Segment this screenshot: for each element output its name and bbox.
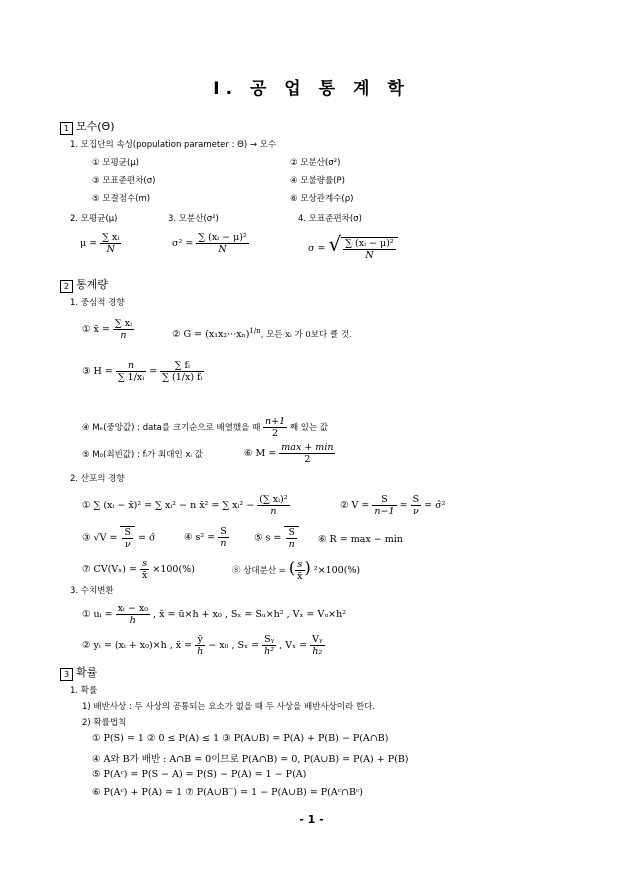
item-mean: 2. 모평균(μ) — [70, 214, 118, 224]
formula-sqrt-variance — [82, 526, 155, 550]
formula-lhs: ④ s² = — [184, 532, 216, 543]
formula-cv — [82, 558, 195, 581]
law-row-2: ④ A와 B가 배반 : A∩B = 0이므로 P(A∩B) = 0, P(A∪B) = P(A) + P(B) — [92, 754, 409, 765]
denominator: N — [365, 249, 374, 261]
denominator: h₂ — [312, 646, 323, 657]
formula-variance — [172, 232, 249, 255]
section-1-heading — [60, 118, 115, 135]
denominator: N — [218, 244, 227, 255]
formula-stddev — [308, 232, 398, 261]
denominator: ν — [412, 506, 419, 517]
formula-mid: − x₀ , Sₓ = — [208, 640, 260, 651]
formula-relative-variance — [232, 558, 360, 582]
formula-lhs: ③ √V = — [82, 532, 118, 544]
formula-lhs: ① x̄ = — [82, 324, 110, 335]
list-item: ③ 모표준편차(σ) — [92, 176, 156, 186]
denominator: h — [129, 615, 136, 626]
formula-lhs: ⑥ M = — [244, 448, 277, 459]
law-row-4: ⑥ P(Aᶜ) + P(A) = 1 ⑦ P(A∪B‾) = 1 − P(A∪B) = P(Aᶜ∩Bᶜ) — [92, 787, 363, 798]
denominator: h — [197, 646, 204, 657]
list-item: ④ 모불량률(P) — [290, 176, 345, 186]
formula-coding-2 — [82, 634, 325, 657]
numerator: n+1 — [265, 416, 286, 427]
denominator: x̄ — [297, 571, 303, 582]
subheading-transformation: 3. 수치변환 — [70, 586, 114, 596]
formula-tail: ²×100(%) — [313, 565, 361, 576]
formula-lhs: ⑤ s = — [254, 532, 282, 544]
section-2-heading — [60, 276, 108, 293]
exponent: 1/n — [249, 327, 261, 335]
formula-lhs: σ = — [308, 243, 326, 254]
section-title: 통계량 — [76, 278, 108, 291]
formula-tail: ×100(%) — [152, 564, 195, 575]
formula-tail: , x̄ = ū×h + x₀ , Sₓ = Sᵤ×h² , Vₓ = Vᵤ×h² — [153, 609, 347, 620]
denominator: n — [220, 538, 227, 549]
section-3-heading — [60, 664, 97, 681]
law-row-3: ⑤ P(Aᶜ) = P(S − A) = P(S) − P(A) = 1 − P(A) — [92, 769, 307, 780]
formula-lhs: ⑧ 상대분산 = — [232, 566, 286, 576]
subheading-central-tendency: 1. 중심적 경향 — [70, 298, 125, 308]
formula-body: ① ∑ (xᵢ − x̄)² = ∑ xᵢ² − n x̄² = ∑ xᵢ² − — [82, 500, 255, 511]
formula-lhs: ⑦ CV(Vₓ) = — [82, 564, 137, 575]
numerator: xᵢ − x₀ — [117, 603, 149, 614]
subheading-probability: 1. 확률 — [70, 686, 98, 696]
formula-median — [82, 416, 328, 439]
formula-body: ② G = (x₁x₂···xₙ) — [172, 329, 250, 341]
numerator: Sᵧ — [264, 634, 275, 645]
paren-close: ) — [304, 558, 311, 577]
numerator: ∑ (xᵢ − μ)² — [345, 237, 394, 249]
formula-body: ④ Mₑ(중앙값) : data를 크기순으로 배열했을 때 — [82, 423, 261, 433]
numerator: ∑ fᵢ — [160, 360, 204, 372]
numerator: s — [140, 558, 149, 570]
numerator: ∑ (xᵢ − μ)² — [198, 232, 247, 243]
denominator: 2 — [304, 454, 311, 465]
numerator: (∑ xᵢ)² — [259, 494, 288, 505]
item-variance: 3. 모분산(σ²) — [168, 214, 219, 224]
numerator: S — [124, 527, 131, 538]
numerator: S — [372, 494, 396, 506]
denominator: x̄ — [141, 570, 148, 581]
numerator: ∑ xᵢ — [102, 232, 120, 243]
denominator: ∑ 1/xᵢ — [117, 372, 145, 383]
formula-tail: = σ̂ — [138, 532, 156, 544]
formula-lhs: σ² = — [172, 238, 194, 249]
item-population-parameter: 1. 모집단의 속성(population parameter : Θ) → 모수 — [70, 140, 277, 150]
numerator: ∑ xᵢ — [114, 318, 132, 329]
numerator: n — [116, 360, 146, 372]
section-title: 확률 — [76, 666, 98, 679]
formula-tail: = σ̂² — [424, 500, 446, 511]
list-item: ⑤ 모결점수(m) — [92, 194, 151, 204]
section-number-box: 3 — [60, 668, 73, 681]
radical-sign: √ — [328, 232, 342, 256]
numerator: ȳ — [195, 634, 205, 646]
list-item: ⑥ 모상관계수(ρ) — [290, 194, 354, 204]
denominator: ν — [124, 539, 131, 550]
equals-sign: = — [149, 366, 158, 377]
formula-sample-variance — [340, 494, 445, 517]
formula-lhs: ① uᵢ = — [82, 609, 113, 620]
formula-mean — [80, 232, 121, 255]
formula-note: , 모든 xᵢ 가 0보다 클 것. — [260, 330, 352, 341]
formula-s — [254, 526, 299, 550]
formula-body: ⑤ M₀(최빈값) : fᵢ가 최대인 xᵢ 값 — [82, 450, 203, 460]
numerator: S — [412, 494, 420, 505]
formula-geometric-mean — [172, 327, 352, 340]
denominator: ∑ (1/x) fᵢ — [162, 372, 203, 383]
denominator: n — [270, 506, 277, 517]
page-number: - 1 - — [299, 813, 324, 826]
subheading-dispersion: 2. 산포의 경향 — [70, 474, 125, 484]
section-number-box: 1 — [60, 122, 73, 135]
formula-mode — [82, 448, 203, 460]
list-item: ② 모분산(σ²) — [290, 158, 341, 168]
definition-exclusive-events: 1) 배반사상 : 두 사상의 공통되는 요소가 없을 때 두 사상을 배반사상이라 한다. — [82, 702, 376, 712]
subheading-probability-laws: 2) 확률법칙 — [82, 718, 127, 728]
paren-open: ( — [288, 558, 296, 577]
formula-midrange — [244, 442, 335, 465]
formula-lhs: μ = — [80, 238, 98, 249]
section-title: 모수(Θ) — [76, 120, 115, 133]
law-row-1: ① P(S) = 1 ② 0 ≤ P(A) ≤ 1 ③ P(A∪B) = P(A) + P(B) − P(A∩B) — [92, 733, 389, 744]
denominator: n — [288, 539, 295, 550]
numerator: max + min — [281, 442, 334, 453]
formula-s-squared — [184, 526, 229, 549]
numerator: S — [220, 526, 227, 537]
formula-lhs: ③ H = — [82, 366, 113, 377]
formula-sample-mean — [82, 318, 134, 341]
formula-mid: , Vₓ = — [279, 640, 308, 651]
formula-range: ⑥ R = max − min — [318, 534, 403, 545]
list-item: ① 모평균(μ) — [92, 158, 139, 168]
section-number-box: 2 — [60, 280, 73, 293]
denominator: n−1 — [374, 506, 395, 517]
numerator: S — [288, 527, 295, 538]
numerator: Vᵧ — [312, 634, 323, 645]
equals-sign: = — [399, 500, 408, 511]
formula-lhs: ② yᵢ = (xᵢ + x₀)×h , x̄ = — [82, 640, 193, 651]
formula-lhs: ② V = — [340, 500, 370, 511]
formula-sum-of-squares — [82, 494, 290, 517]
formula-coding-1 — [82, 603, 346, 626]
item-stddev: 4. 모표준편차(σ) — [298, 214, 362, 224]
formula-tail: 째 있는 값 — [289, 423, 329, 433]
denominator: 2 — [272, 428, 279, 439]
numerator: s — [295, 559, 304, 571]
page-title: Ⅰ. 공 업 통 계 학 — [213, 79, 410, 99]
denominator: n — [120, 330, 127, 341]
denominator: h² — [264, 646, 275, 657]
denominator: N — [106, 244, 115, 255]
formula-harmonic-mean — [82, 360, 204, 383]
